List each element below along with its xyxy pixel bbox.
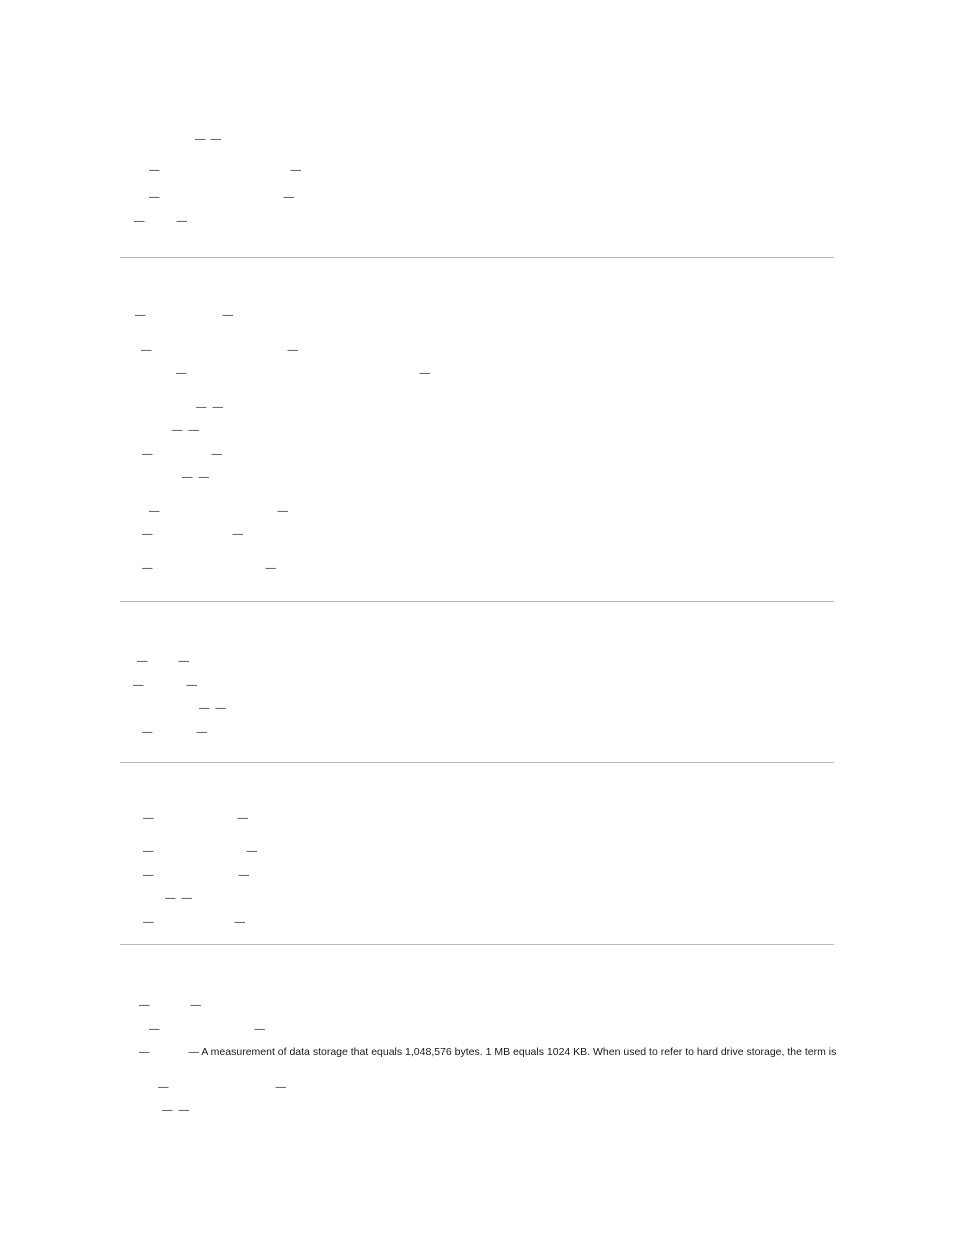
entry-dash-secondary: — <box>234 916 245 928</box>
entry-dash: — <box>139 999 150 1011</box>
glossary-entry <box>172 424 199 437</box>
entry-dash: — <box>133 679 144 691</box>
entry-dash: — <box>182 471 193 483</box>
entry-dash: — <box>158 1081 169 1093</box>
entry-dash-secondary: — <box>265 562 276 574</box>
entry-dash-secondary: — <box>290 164 301 176</box>
glossary-entry <box>176 367 430 380</box>
glossary-entry <box>162 1104 189 1117</box>
glossary-entry <box>149 164 301 177</box>
glossary-entry <box>142 562 276 575</box>
glossary-entry <box>139 999 201 1012</box>
glossary-entry <box>199 702 226 715</box>
entry-dash: — <box>143 845 154 857</box>
entry-dash: — <box>149 1023 160 1035</box>
entry-dash-secondary: — <box>198 471 209 483</box>
entry-dash-secondary: — <box>254 1023 265 1035</box>
entry-dash: — <box>135 309 146 321</box>
section-divider <box>120 944 834 945</box>
entry-dash: — <box>149 505 160 517</box>
entry-dash-secondary: — <box>237 812 248 824</box>
entry-dash: — <box>141 344 152 356</box>
section-divider <box>120 762 834 763</box>
entry-dash: — <box>149 164 160 176</box>
glossary-entry <box>135 309 233 322</box>
entry-dash-secondary: — <box>232 528 243 540</box>
glossary-entry <box>143 869 249 882</box>
glossary-entry <box>195 133 221 146</box>
entry-dash-secondary: — <box>211 448 222 460</box>
entry-dash: — <box>176 367 187 379</box>
glossary-entry <box>158 1081 286 1094</box>
glossary-entry <box>165 892 192 905</box>
glossary-entry <box>134 215 187 228</box>
entry-definition: — A measurement of data storage that equals 1,048,576 bytes. 1 MB equals 1024 KB. When used to refer to hard drive storage, the term is <box>188 1046 837 1058</box>
glossary-entry <box>142 528 243 541</box>
glossary-entry <box>196 401 223 414</box>
entry-dash: — <box>196 401 207 413</box>
entry-dash-secondary: — <box>196 726 207 738</box>
entry-dash-secondary: — <box>178 655 189 667</box>
entry-dash-secondary: — <box>283 191 294 203</box>
glossary-entry <box>149 505 288 518</box>
entry-dash-secondary: — <box>186 679 197 691</box>
entry-dash: — <box>142 562 153 574</box>
entry-dash: — <box>149 191 160 203</box>
entry-dash: — <box>142 528 153 540</box>
entry-dash-secondary: — <box>238 869 249 881</box>
section-divider <box>120 257 834 258</box>
glossary-entry <box>143 845 257 858</box>
entry-dash: — <box>142 726 153 738</box>
glossary-entry <box>143 812 248 825</box>
glossary-entry <box>142 448 222 461</box>
entry-dash-secondary: — <box>210 133 221 145</box>
entry-dash-secondary: — <box>181 892 192 904</box>
entry-dash-secondary: — <box>190 999 201 1011</box>
entry-dash: — <box>142 448 153 460</box>
glossary-entry <box>182 471 209 484</box>
entry-dash-secondary: — <box>275 1081 286 1093</box>
glossary-entry <box>142 726 207 739</box>
section-divider <box>120 601 834 602</box>
entry-dash-secondary: — <box>212 401 223 413</box>
entry-dash: — <box>143 869 154 881</box>
glossary-entry <box>149 1023 265 1036</box>
entry-dash: — <box>139 1046 150 1058</box>
entry-dash-secondary: — <box>246 845 257 857</box>
entry-dash-secondary: — <box>419 367 430 379</box>
entry-dash: — <box>134 215 145 227</box>
entry-dash-secondary: — <box>178 1104 189 1116</box>
glossary-entry <box>133 679 197 692</box>
entry-dash: — <box>137 655 148 667</box>
glossary-entry <box>139 1046 836 1059</box>
entry-dash: — <box>165 892 176 904</box>
entry-dash-secondary: — <box>277 505 288 517</box>
entry-dash: — <box>143 916 154 928</box>
entry-dash-secondary: — <box>222 309 233 321</box>
entry-dash-secondary: — <box>176 215 187 227</box>
glossary-entry <box>143 916 245 929</box>
entry-dash-secondary: — <box>188 424 199 436</box>
entry-dash-secondary: — <box>215 702 226 714</box>
entry-dash-secondary: — <box>287 344 298 356</box>
entry-dash: — <box>195 133 206 145</box>
glossary-entry <box>141 344 298 357</box>
entry-dash: — <box>172 424 183 436</box>
entry-dash: — <box>143 812 154 824</box>
glossary-entry <box>137 655 189 668</box>
glossary-entry <box>149 191 294 204</box>
entry-dash: — <box>162 1104 173 1116</box>
entry-dash: — <box>199 702 210 714</box>
